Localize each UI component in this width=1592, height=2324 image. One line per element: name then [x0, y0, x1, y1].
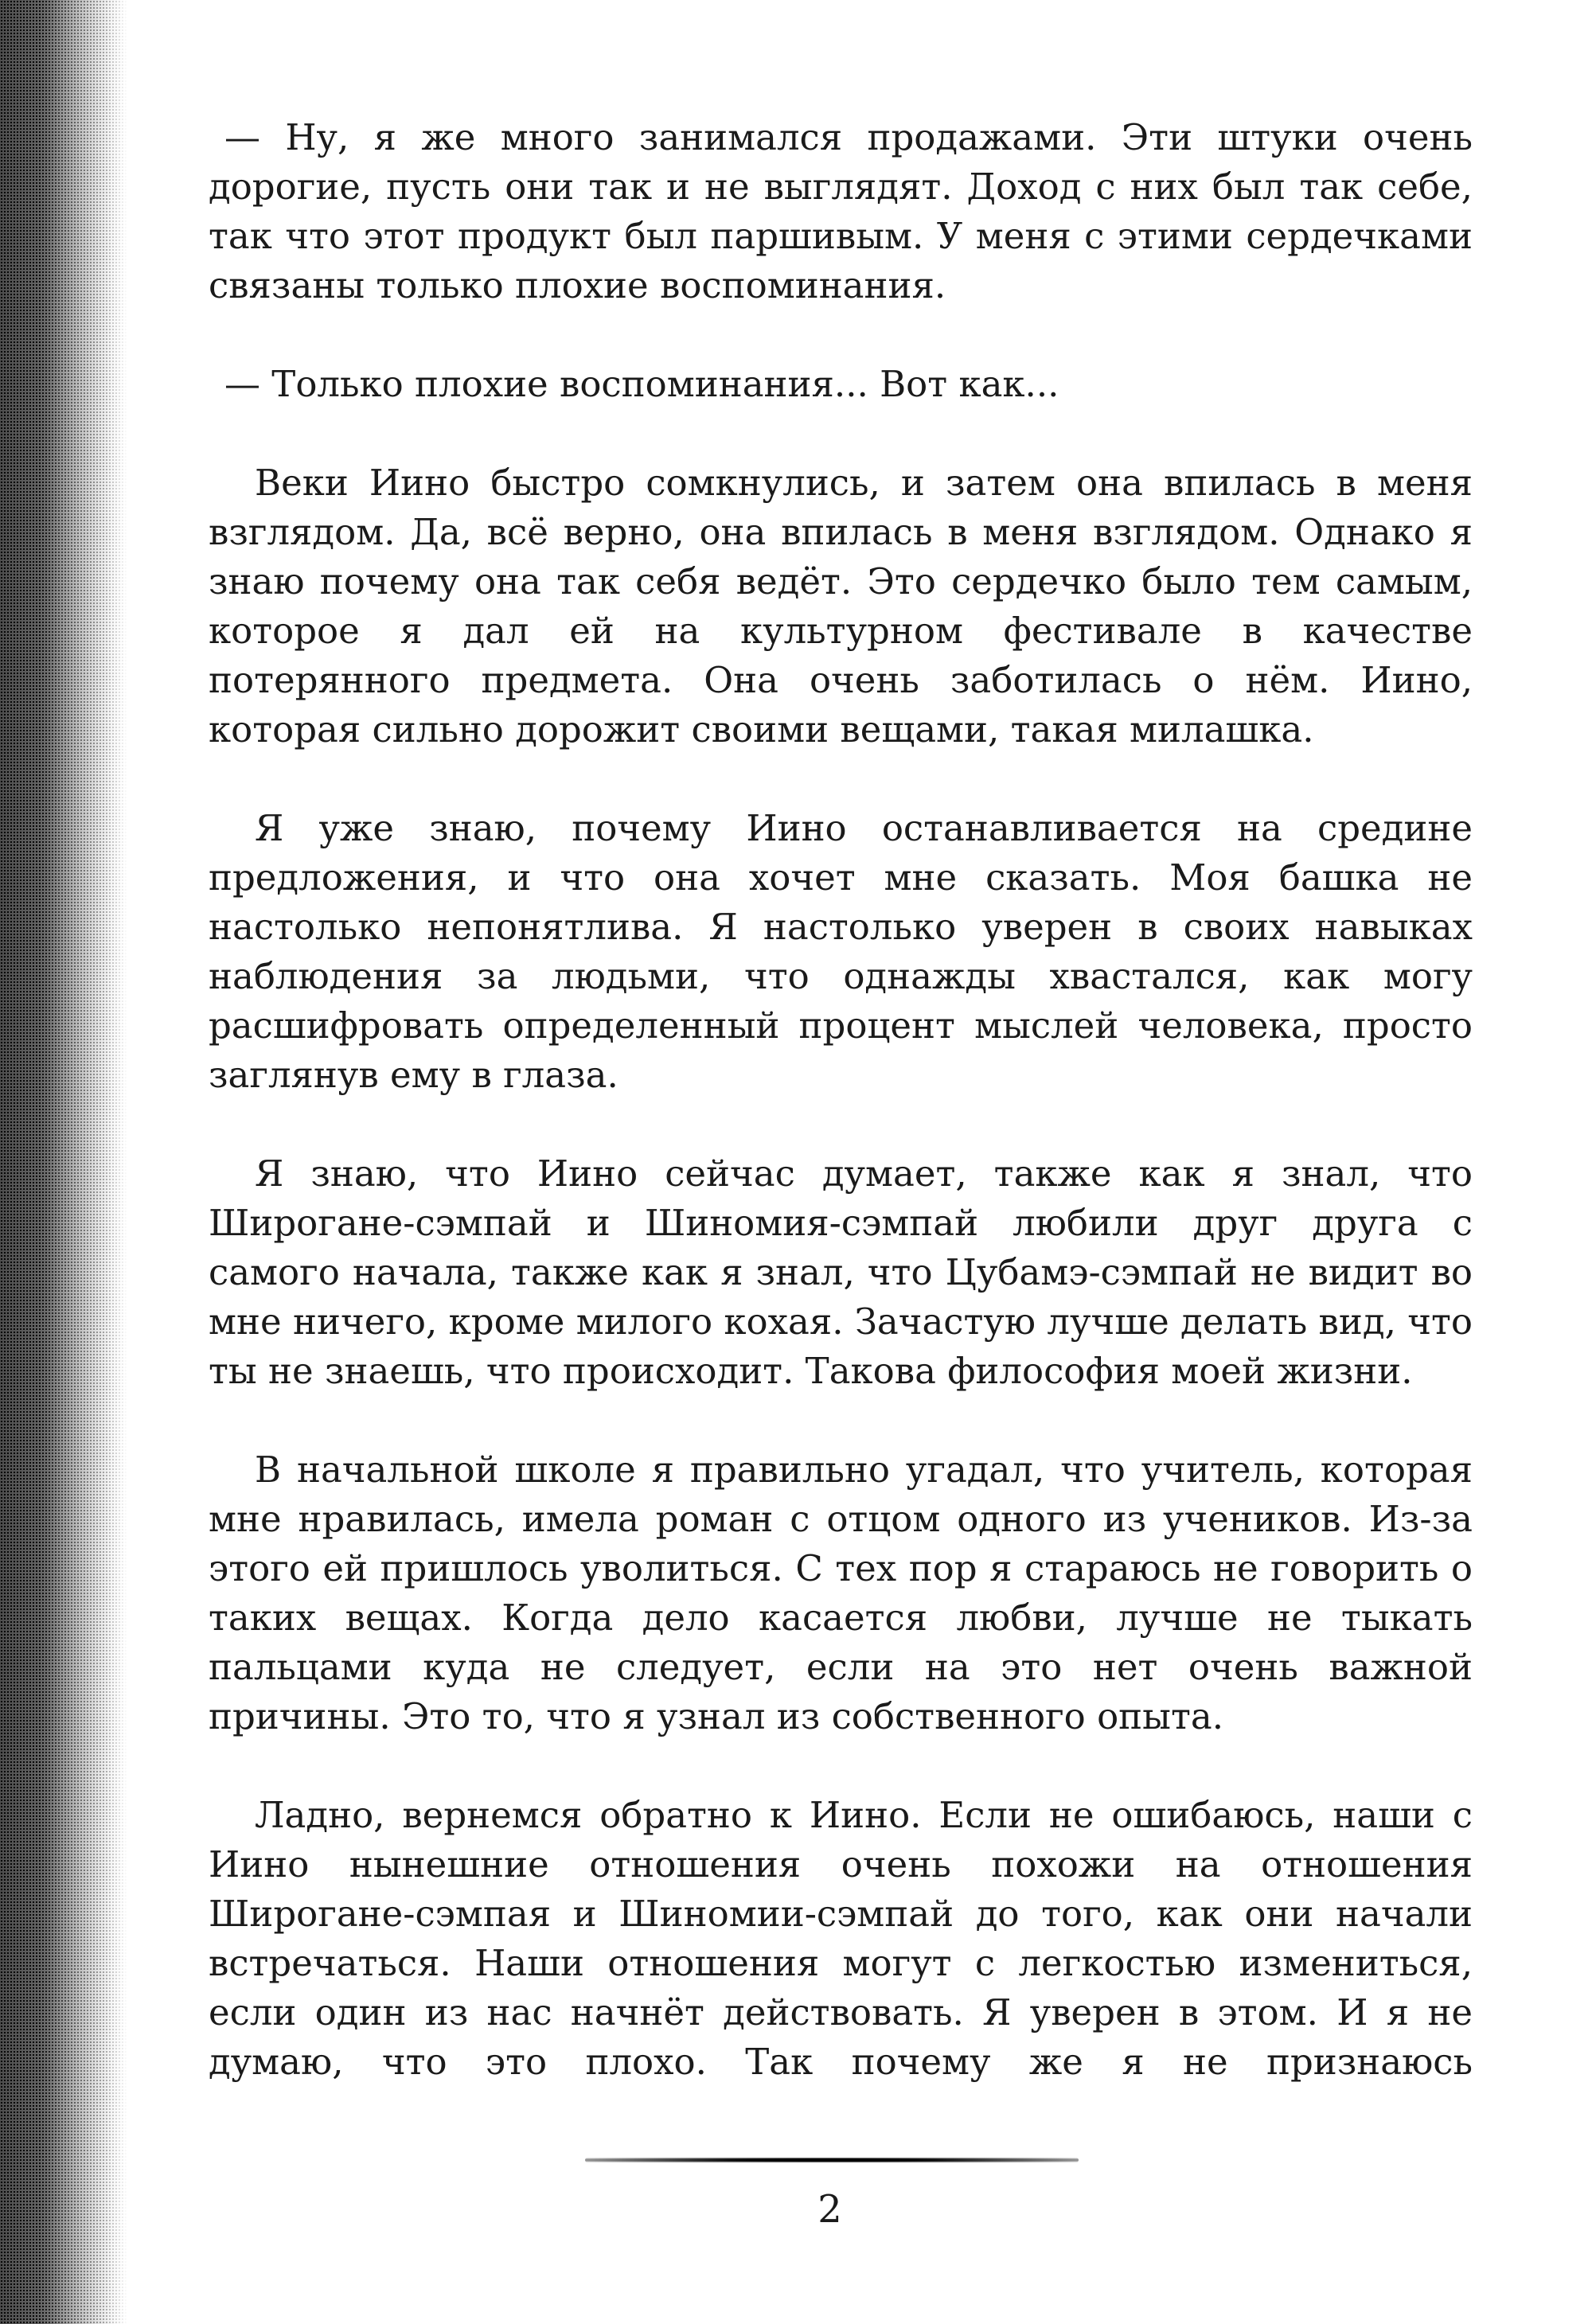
halftone-margin-strip — [0, 0, 127, 2324]
page-number: 2 — [817, 2187, 842, 2232]
paragraph: Я знаю, что Иино сейчас думает, также как я знал, что Широгане-сэмпай и Шиномия-сэмпай любили друг друга с самого начала, также как я знал, что Цубамэ-сэмпай не видит во мне ничего, кроме милого кохая. Зачастую лучше делать вид, что ты не знаешь, что происходит. Такова философия моей жизни. — [209, 1152, 1473, 1392]
footer-divider — [585, 2158, 1079, 2162]
paragraph: — Только плохие воспоминания... Вот как... — [224, 363, 1059, 405]
paragraph: Я уже знаю, почему Иино останавливается на средине предложения, и что она хочет мне сказать. Моя башка не настолько непонятлива. Я настолько уверен в своих навыках наблюдения за людьми, что однажды хвастался, как могу расшифровать определенный процент мыслей человека, просто заглянув ему в глаза. — [209, 807, 1473, 1096]
paragraph: Ладно, вернемся обратно к Иино. Если не ошибаюсь, наши с Иино нынешние отношения очень похожи на отношения Широгане-сэмпая и Шиномии-сэмпай до того, как они начали встречаться. Наши отношения могут с легкостью измениться, если один из нас начнёт действовать. Я уверен в этом. И я не думаю, что это плохо. Так почему же я не признаюсь — [209, 1794, 1473, 2083]
page-text — [209, 113, 1473, 2087]
paragraph: В начальной школе я правильно угадал, что учитель, которая мне нравилась, имела роман с отцом одного из учеников. Из-за этого ей пришлось уволиться. С тех пор я стараюсь не говорить о таких вещах. Когда дело касается любви, лучше не тыкать пальцами куда не следует, если на это нет очень важной причины. Это то, что я узнал из собственного опыта. — [209, 1449, 1473, 1737]
paragraph: — Ну, я же много занимался продажами. Эти штуки очень дорогие, пусть они так и не выглядят. Доход с них был так себе, так что этот продукт был паршивым. У меня с этими сердечками связаны только плохие воспоминания. — [209, 116, 1473, 306]
paragraph: Веки Иино быстро сомкнулись, и затем она впилась в меня взглядом. Да, всё верно, она впилась в меня взглядом. Однако я знаю почему она так себя ведёт. Это сердечко было тем самым, которое я дал ей на культурном фестивале в качестве потерянного предмета. Она очень заботилась о нём. Иино, которая сильно дорожит своими вещами, такая милашка. — [209, 462, 1473, 751]
